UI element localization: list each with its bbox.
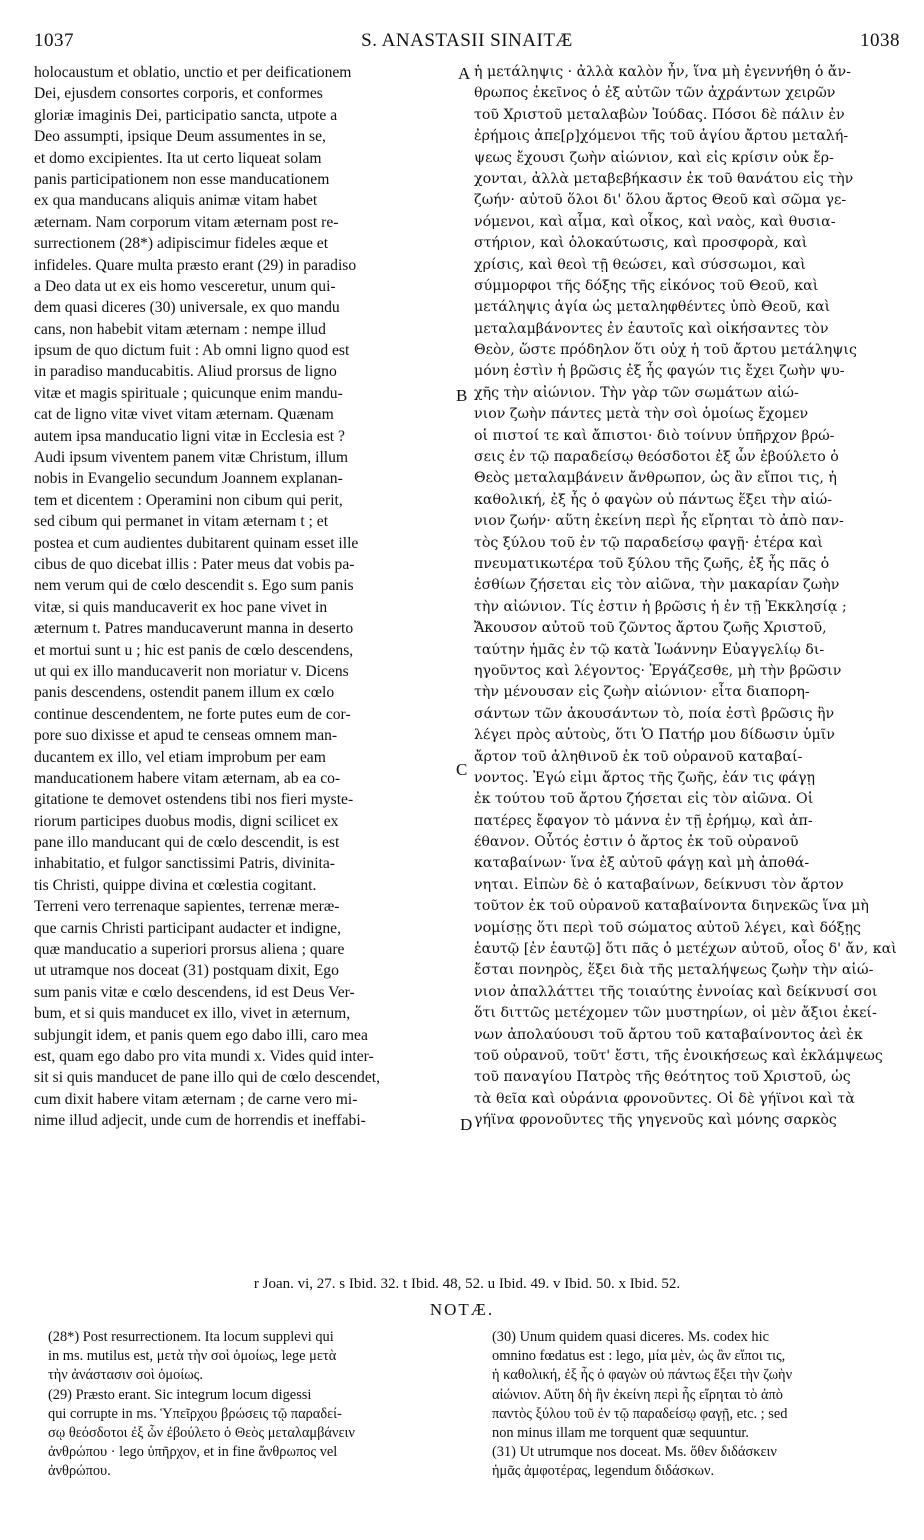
- greek-text-line: ἔσται πονηρὸς, ἕξει διὰ τῆς μεταλήψεως ζωὴν τὴν αἰώ-: [474, 962, 874, 979]
- section-marker-a: A: [458, 64, 471, 83]
- greek-text-line: ὅτι διττῶς μετέχομεν τῶν μυστηρίων, οἱ μὲν ἄξιοι ἐκεί-: [474, 1005, 877, 1022]
- greek-text-line: πνευματικωτέρα τοῦ ξύλου τῆς ζωῆς, ἐξ ἧς πᾶς ὁ: [474, 555, 830, 572]
- greek-text-line: χρίσις, καὶ θεοὶ τῇ θεώσει, καὶ σύσσωμοι, καὶ: [474, 256, 806, 273]
- greek-text-line: νιον ζωὴν πάντες μετὰ τὴν σοὶ ὁμοίως ἔχομεν: [474, 406, 809, 423]
- latin-text-line: surrectionem (28*) adipiscimur fideles æque et: [34, 235, 329, 253]
- greek-text-line: χονται, ἀλλὰ μεταβεβήκασιν ἐκ τοῦ θανάτου εἰς τὴν: [474, 170, 854, 187]
- latin-text-line: cans, non habebit vitam æternam : nempe illud: [34, 320, 326, 338]
- greek-text-line: ζωήν· αὐτοῦ ὅλοι δι' ὅλου ἄρτος Θεοῦ καὶ σῶμα γε-: [474, 192, 847, 209]
- greek-text-line: ἐσθίων ζήσεται εἰς τὸν αἰῶνα, τὴν μακαρίαν ζωὴν: [474, 577, 840, 594]
- greek-text-line: νων ἀπολαύουσι τοῦ ἄρτου τοῦ καταβαίνοντος ἀεὶ ἐκ: [474, 1026, 863, 1043]
- latin-text-line: dem quasi diceres (30) universale, ex quo mandu: [34, 299, 340, 317]
- latin-text-line: æternam. Nam corporum vitam æternam post re-: [34, 213, 339, 231]
- greek-text-line: νομίσῃς ὅτι περὶ τοῦ σώματος αὐτοῦ λέγει, καὶ δόξῃς: [474, 919, 861, 936]
- note-line: παντὸς ξύλου τοῦ ἐν τῷ παραδείσῳ φαγῇ, etc. ; sed: [492, 1405, 788, 1422]
- greek-text-line: στήριον, καὶ ὁλοκαύτωσις, καὶ προσφορὰ, καὶ: [474, 235, 808, 252]
- latin-text-line: sit si quis manducet de pane illo qui de cœlo descendet,: [34, 1069, 381, 1087]
- latin-text-line: pore suo dixisse et apud te censeas omnem man-: [34, 727, 338, 745]
- greek-text-line: ἐρήμοις ἀπε[ρ]χόμενοι τῆς τοῦ ἁγίου ἄρτου μεταλή-: [474, 128, 849, 145]
- note-line: (29) Præsto erant. Sic integrum locum digessi: [48, 1386, 312, 1403]
- greek-text-line: σύμμορφοι τῆς δόξης τῆς εἰκόνος τοῦ Θεοῦ, καὶ: [474, 277, 819, 294]
- greek-text-line: νιον ἀπαλλάττει τῆς τοιαύτης ἐννοίας καὶ δείκνυσί σοι: [474, 983, 878, 1000]
- greek-text-line: ἑαυτῷ [ἐν ἑαυτῷ] ὅτι πᾶς ὁ μετέχων αὐτοῦ, οἷος δ' ἄν, καὶ: [474, 941, 897, 958]
- latin-text-line: tem et dicentem : Operamini non cibum qui perit,: [34, 491, 343, 509]
- note-line: non minus illam me torquent quæ sequuntur.: [492, 1424, 750, 1441]
- greek-text-line: καταβαίνων· ἵνα ἐξ αὐτοῦ φάγῃ καὶ μὴ ἀποθά-: [474, 855, 810, 872]
- greek-text-line: γήϊνα φρονοῦντες τῆς γηγενοῦς καὶ μόνης σαρκὸς: [474, 1112, 837, 1129]
- greek-text-line: Ἄκουσον αὐτοῦ τοῦ ζῶντος ἄρτου ζωῆς Χριστοῦ,: [474, 620, 827, 637]
- latin-text-line: ex qua manducans aliquis animæ vitam habet: [34, 192, 318, 210]
- greek-text-line: σάντων τῶν ἀκουσάντων τὸ, ποία ἐστὶ βρῶσις ἣν: [474, 705, 835, 722]
- greek-text-line: τὸς ξύλου τοῦ ἐν τῷ παραδείσῳ φαγῇ· ἑτέρα καὶ: [474, 534, 823, 551]
- latin-text-line: cat de ligno vitæ vivet vitam æternam. Quænam: [34, 406, 334, 424]
- latin-text-line: postea et cum audientes dubitarent quinam esset ille: [34, 534, 359, 552]
- greek-text-line: τὴν αἰώνιον. Τίς ἐστιν ἡ βρῶσις ἡ ἐν τῇ Ἐκκλησίᾳ ;: [474, 598, 847, 615]
- latin-text-line: tis Christi, quippe divina et cœlestia cogitant.: [34, 876, 317, 894]
- latin-text-line: holocaustum et oblatio, unctio et per deificationem: [34, 64, 352, 81]
- left-column-number: 1037: [34, 30, 74, 51]
- greek-text-line: χῆς τὴν αἰώνιον. Τὴν γὰρ τῶν σωμάτων αἰώ-: [474, 384, 799, 401]
- latin-text-line: in paradiso manducabitis. Aliud prorsus de ligno: [34, 363, 337, 381]
- greek-text-line: ηγοῦντος καὶ λέγοντος· Ἐργάζεσθε, μὴ τὴν βρῶσιν: [474, 662, 842, 679]
- latin-text-line: inhabitatio, et fulgor sanctissimi Patris, divinita-: [34, 855, 336, 873]
- greek-text-line: ψεως ἔχουσι ζωὴν αἰώνιον, καὶ εἰς κρίσιν οὐκ ἔρ-: [474, 149, 834, 166]
- note-line: ἀνθρώπου.: [48, 1463, 111, 1478]
- greek-text-line: Θεὸς μεταλαμβάνειν ἄνθρωπον, ὡς ἂν εἴποι τις, ἡ: [474, 470, 837, 487]
- running-header: [34, 30, 900, 56]
- latin-text-line: Audi ipsum viventem panem vitæ Christum, illum: [34, 449, 349, 467]
- greek-text-line: νιον ζωήν· αὕτη ἐκείνη περὶ ἧς εἴρηται τὸ ἀπὸ παν-: [474, 513, 844, 530]
- latin-text-line: a Deo data ut ex eis homo vesceretur, unum qui-: [34, 277, 336, 295]
- greek-text-line: Θεὸν, ὥστε πρόδηλον ὅτι οὐχ ἡ τοῦ ἄρτου μετάληψις: [474, 342, 857, 359]
- latin-text-line: que carnis Christi participant audacter et indigne,: [34, 919, 342, 937]
- latin-text-line: est, quam ego dabo pro vita mundi x. Vides quid inter-: [34, 1047, 374, 1065]
- latin-text-line: quæ manducatio a superiori prorsus aliena ; quare: [34, 941, 345, 959]
- latin-text-line: cibus de quo dicebat illis : Pater meus dat vobis pa-: [34, 555, 355, 573]
- greek-text-line: τὴν μένουσαν εἰς ζωὴν αἰώνιον· εἶτα διαπορη-: [474, 684, 810, 701]
- section-marker-d: D: [460, 1115, 473, 1134]
- section-marker-c: C: [456, 760, 468, 779]
- scripture-references: r Joan. vi, 27. s Ibid. 32. t Ibid. 48, 52. u Ibid. 49. v Ibid. 50. x Ibid. 52.: [253, 1276, 681, 1292]
- latin-text-line: panis participationem non esse manducationem: [34, 170, 330, 188]
- greek-text-line: μετάληψις ἁγία ὡς μεταληφθέντες ὑπὸ Θεοῦ, καὶ: [474, 299, 831, 316]
- greek-text-line: ἄρτον τοῦ ἀληθινοῦ ἐκ τοῦ οὐρανοῦ καταβαί-: [474, 748, 803, 765]
- note-line: τὴν ἀνάστασιν σοὶ ὁμοίως.: [48, 1367, 203, 1384]
- greek-text-line: νόμενοι, καὶ αἷμα, καὶ οἶκος, καὶ ναὸς, καὶ θυσια-: [474, 213, 836, 230]
- latin-text-line: æternum t. Patres manducaverunt manna in deserto: [34, 620, 354, 638]
- right-column-number: 1038: [860, 30, 900, 51]
- latin-text-line: autem ipsa manducatio ligni vitæ in Ecclesia est ?: [34, 427, 345, 445]
- notes-right-column: [492, 1328, 896, 1478]
- latin-text-line: et domo excipientes. Ita ut certo liqueat solam: [34, 149, 322, 167]
- latin-text-line: nem verum qui de cœlo descendit s. Ego sum panis: [34, 577, 354, 595]
- greek-text-line: λέγει πρὸς αὐτοὺς, ὅτι Ὁ Πατήρ μου δίδωσιν ὑμῖν: [474, 727, 835, 744]
- note-line: (30) Unum quidem quasi diceres. Ms. codex hic: [492, 1329, 769, 1345]
- latin-text-line: et mortui sunt u ; hic est panis de cœlo descendens,: [34, 641, 354, 659]
- latin-text-line: continue descendentem, ne forte putes eum de cor-: [34, 705, 351, 723]
- section-marker-b: B: [456, 386, 468, 405]
- latin-text-line: infideles. Quare multa præsto erant (29) in paradiso: [34, 256, 357, 274]
- note-line: (31) Ut utrumque nos doceat. Ms. ὅθεν διδάσκειν: [492, 1444, 777, 1461]
- latin-text-line: panis descendens, ostendit panem illum ex cœlo: [34, 684, 335, 702]
- greek-text-line: τοῦ Χριστοῦ μεταλαβὼν Ἰούδας. Πόσοι δὲ πάλιν ἐν: [474, 106, 845, 123]
- latin-text-line: sed cibum qui permanet in vitam æternam t ; et: [34, 513, 329, 531]
- latin-text-line: ut utramque nos doceat (31) postquam dixit, Ego: [34, 962, 339, 980]
- greek-text-line: μόνη ἐστὶν ἡ βρῶσις ἐξ ἧς φαγών τις ἔχει ζωὴν ψυ-: [474, 363, 845, 380]
- latin-text-line: ipsum de quo dictum fuit : Ab omni ligno quod est: [34, 342, 350, 360]
- greek-text-line: ταύτην ἡμᾶς ἐν τῷ κατὰ Ἰωάννην Εὐαγγελίῳ δι-: [474, 641, 825, 658]
- latin-text-line: riorum participes duobus modis, digni scilicet ex: [34, 812, 339, 830]
- greek-text-line: νηται. Εἰπὼν δὲ ὁ καταβαίνων, δείκνυσι τὸν ἄρτον: [474, 876, 844, 893]
- latin-text-line: vitæ et magis spirituale ; quicunque enim mandu-: [34, 384, 343, 402]
- latin-text-line: Dei, ejusdem consortes corporis, et conformes: [34, 85, 323, 103]
- greek-text-line: ἡ μετάληψις · ἀλλὰ καλὸν ἦν, ἵνα μὴ ἐγεννήθη ὁ ἄν-: [474, 64, 851, 80]
- latin-text-line: cum dixit habere vitam æternam ; de carne vero mi-: [34, 1090, 358, 1108]
- latin-text-line: bum, et si quis manducet ex illo, vivet in æternum,: [34, 1005, 351, 1023]
- latin-text-line: vitæ, si quis manducaverit ex hoc pane vivet in: [34, 598, 328, 616]
- greek-text-line: οἱ πιστοί τε καὶ ἄπιστοι· διὸ τοίνυν ὑπῆρχον βρώ-: [474, 427, 835, 444]
- greek-text-line: σεις ἐν τῷ παραδείσῳ θεόσδοτοι ἐξ ὧν ἐβούλετο ὁ: [474, 449, 839, 466]
- notes-left-column: [48, 1328, 458, 1478]
- note-line: qui corrupte in ms. Ὑπεῖρχου βρώσεις τῷ παραδεί-: [48, 1405, 342, 1422]
- note-line: σῳ θεόσδοτοι ἐξ ὧν ἐβούλετο ὁ Θεὸς μεταλαμβάνειν: [48, 1424, 355, 1441]
- notes-heading: NOTÆ.: [429, 1300, 495, 1319]
- greek-text-line: τοῦ οὐρανοῦ, τοῦτ' ἔστι, τῆς ἐνοικήσεως καὶ ἐκλάμψεως: [474, 1047, 883, 1064]
- greek-text-line: μεταλαμβάνοντες ἐν ἑαυτοῖς καὶ οἰκήσαντες τὸν: [474, 320, 829, 337]
- latin-text-line: Terreni vero terrenaque sapientes, terrenæ meræ-: [34, 898, 340, 916]
- greek-text-line: ἐκ τούτου τοῦ ἄρτου ζήσεται εἰς τὸν αἰῶνα. Οἱ: [474, 791, 814, 808]
- note-line: in ms. mutilus est, μετὰ τὴν σοὶ ὁμοίως, lege μετὰ: [48, 1348, 337, 1365]
- latin-text-line: ut qui ex illo manducaverit non moriatur v. Dicens: [34, 662, 349, 680]
- latin-text-line: ducantem ex illo, vel etiam improbum per eam: [34, 748, 326, 766]
- note-line: αἰώνιον. Αὕτη δὴ ἣν ἐκείνη περὶ ἧς εἴρηται τὸ ἀπὸ: [492, 1386, 783, 1403]
- latin-text-line: gitatione te demovet ostendens tibi nos fieri myste-: [34, 791, 354, 809]
- greek-text-line: νοντος. Ἐγώ εἰμι ἄρτος τῆς ζωῆς, ἐάν τις φάγῃ: [474, 769, 815, 786]
- greek-text-line: τοῦ παναγίου Πατρὸς τῆς θεότητος τοῦ Χριστοῦ, ὡς: [474, 1069, 851, 1086]
- latin-column: [34, 62, 458, 1267]
- latin-text-line: gloriæ imaginis Dei, participatio sancta, utpote a: [34, 106, 338, 124]
- greek-column: [474, 62, 900, 1267]
- note-line: ἡ καθολική, ἐξ ἧς ὁ φαγὼν οὐ πάντως ἕξει τὴν ζωὴν: [492, 1367, 793, 1384]
- greek-text-line: καθολική, ἐξ ἧς ὁ φαγὼν οὐ πάντως ἕξει τὴν αἰώ-: [474, 491, 833, 508]
- latin-text-line: sum panis vitæ e cœlo descendens, id est Deus Ver-: [34, 983, 355, 1001]
- latin-text-line: nime illud adjecit, unde cum de horrendis et ineffabi-: [34, 1112, 366, 1130]
- note-line: ἡμᾶς ἀμφοτέρας, legendum διδάσκων.: [492, 1463, 715, 1478]
- note-line: omnino fœdatus est : lego, μία μὲν, ὡς ἂν εἴποι τις,: [492, 1348, 786, 1365]
- greek-text-line: πατέρες ἔφαγον τὸ μάννα ἐν τῇ ἐρήμῳ, καὶ ἀπ-: [474, 812, 813, 829]
- latin-text-line: manducationem habere vitam æternam, ab ea co-: [34, 769, 341, 787]
- running-title: S. ANASTASII SINAITÆ: [361, 30, 573, 51]
- greek-text-line: έθανον. Οὗτός ἐστιν ὁ ἄρτος ἐκ τοῦ οὐρανοῦ: [474, 834, 799, 851]
- latin-text-line: nobis in Evangelio secundum Joannem explanan-: [34, 470, 343, 488]
- greek-text-line: τοῦτον ἐκ τοῦ οὐρανοῦ καταβαίνοντα διηνεκῶς ἵνα μὴ: [474, 898, 869, 915]
- latin-text-line: pane illo manducant qui de cœlo descendit, is est: [34, 834, 340, 852]
- greek-text-line: τὰ θεῖα καὶ οὐράνια φρονοῦντες. Οἱ δὲ γήϊνοι καὶ τὰ: [474, 1090, 855, 1107]
- latin-text-line: Deo assumpti, ipsique Deum assumentes in se,: [34, 128, 326, 146]
- greek-text-line: θρωπος ἐκεῖνος ὁ ἐξ αὐτῶν τῶν ἀχράντων χειρῶν: [474, 85, 836, 102]
- note-line: ἀνθρώπου · lego ὑπῆρχον, et in fine ἄνθρωπος vel: [48, 1444, 338, 1461]
- note-line: (28*) Post resurrectionem. Ita locum supplevi qui: [48, 1329, 334, 1345]
- latin-text-line: subjungit idem, et panis quem ego dabo illi, caro mea: [34, 1026, 368, 1044]
